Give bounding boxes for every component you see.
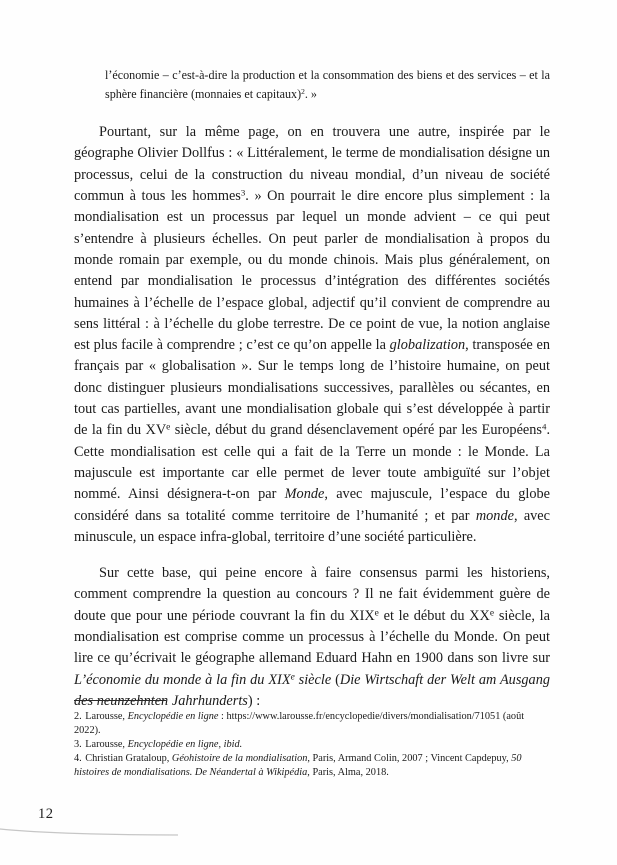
p1-seg6: , avec majuscule, l’espace du globe considéré dans sa totalité comme territoire de l’humanité ; et par	[74, 486, 550, 524]
footnote-2-seg1: Larousse,	[85, 711, 128, 722]
footnote-4-seg3: , Paris, Alma, 2018.	[307, 767, 389, 779]
p1-italic-monde-min: monde	[475, 507, 514, 524]
footnote-3	[74, 738, 550, 752]
quote-text-close: . »	[304, 86, 317, 101]
footnote-ref-4[interactable]: 4	[542, 421, 547, 432]
p1-seg4: siècle, début du grand désenclavement opéré par les Européens	[170, 422, 542, 439]
ordinal-xix-1: e	[374, 608, 379, 619]
p1-seg7: , avec minuscule, un espace infra-global, territoire d’une société particulière.	[74, 507, 551, 545]
paragraph-1	[74, 122, 550, 548]
footnote-4-italic-2: 50 histoires de mondialisations. De Néandertal à Wikipédia	[74, 753, 522, 779]
p2-italic-title-fr-main: L’économie du monde à la fin du XIX	[74, 671, 291, 688]
footnote-3-seg1: Larousse,	[85, 739, 128, 751]
footnote-area	[74, 700, 550, 780]
paragraph-2	[74, 563, 550, 712]
footnote-2	[74, 710, 550, 738]
page-number: 12	[38, 806, 54, 822]
p2-seg3: siècle, la mondialisation est comprise comme un processus à l’échelle du Monde. On peut lire ce qu’écrivait le géographe allemand Eduard Hahn en 1900 dans son livre sur	[74, 607, 550, 667]
p2-seg2: et le début du XX	[378, 607, 490, 624]
footnote-4-italic-1: Géohistoire de la mondialisation	[171, 753, 308, 765]
scan-edge-artifact	[0, 826, 180, 836]
footnote-4-seg1: Christian Grataloup,	[85, 753, 172, 765]
footnote-ref-2[interactable]: 2	[301, 86, 305, 96]
p1-seg2: . » On pourrait le dire encore plus simplement : la mondialisation est un processus par lequel un monde advient – ce qui peut s’entendre à plusieurs échelles. On peut parler de mondialisation à propos du monde romain par exemple, ou du monde chinois. Mais plus généralement, on entend par mondialisation le processus d’intégration des différentes sociétés humaines à l’échelle de l’espace global, adjectif qu’il convient de comprendre au sens littéral : à l’échelle du globe terrestre. De ce point de vue, la notion anglaise est plus facile à comprendre ; c’est ce qu’on appelle la	[74, 188, 550, 354]
p1-seg5: . Cette mondialisation est celle qui a fait de la Terre un monde : le Monde. La majuscule est importante car elle permet de lever toute ambiguïté sur l’objet nommé. Ainsi désignera-t-on par	[74, 422, 551, 503]
footnote-4-seg2: , Paris, Armand Colin, 2007 ; Vincent Capdepuy,	[307, 753, 512, 765]
footnote-separator-rule	[74, 700, 166, 701]
footnote-ref-3[interactable]: 3	[240, 187, 246, 198]
p1-seg3: , transposée en français par « globalisation ». Sur le temps long de l’histoire humaine, on peut donc distinguer plusieurs mondialisations successives, parallèles ou sécantes, en tout cas partielles, avant une mondialisation globale qui s’est développée à partir de la fin du XV	[74, 337, 550, 439]
quote-text-line1: l’économie – c’est-à-dire la production et la consommation des biens et des services –	[105, 68, 526, 82]
text-column	[74, 66, 550, 712]
p2-seg4: (	[331, 671, 340, 688]
p2-seg5: ) :	[247, 692, 261, 709]
p1-seg1: Pourtant, sur la même page, on en trouvera une autre, inspirée par le géographe Olivier Dollfus : « Littéralement, le terme de mondialisation désigne un processus, celui de la construction du niveau mondial, d’un niveau de société commun à tous les hommes	[74, 124, 550, 205]
footnote-3-number: 3.	[74, 739, 82, 751]
p2-italic-title-fr-cont: siècle	[294, 671, 332, 688]
footnote-4-number: 4.	[74, 753, 82, 765]
p2-italic-title-de: Die Wirtschaft der Welt am Ausgang des neunzehnten Jahrhunderts	[74, 671, 550, 709]
p2-italic-title-fr	[74, 672, 331, 688]
block-quotation	[74, 66, 550, 103]
footnote-3-italic: Encyclopédie en ligne, ibid.	[127, 739, 243, 751]
footnote-2-italic: Encyclopédie en ligne	[127, 711, 219, 722]
footnote-2-number: 2.	[74, 711, 82, 722]
ordinal-xix-2: e	[290, 672, 295, 683]
ordinal-xv: e	[166, 423, 171, 434]
p1-italic-globalization: globalization	[389, 337, 466, 354]
ordinal-xx: e	[489, 608, 495, 619]
footnote-4	[74, 752, 550, 780]
quote-text-line2: et la sphère financière (monnaies et capitaux)	[105, 68, 550, 101]
p2-seg1: Sur cette base, qui peine encore à faire consensus parmi les historiens, comment comprendre la question au concours ? Il ne fait évidemment guère de doute que pour une période couvrant la fin du XIX	[74, 565, 550, 624]
footnote-2-seg2: : https://www.larousse.fr/encyclopedie/divers/mondialisation/71051 (août 2022).	[74, 711, 525, 737]
p1-italic-monde-maj: Monde	[284, 486, 325, 503]
